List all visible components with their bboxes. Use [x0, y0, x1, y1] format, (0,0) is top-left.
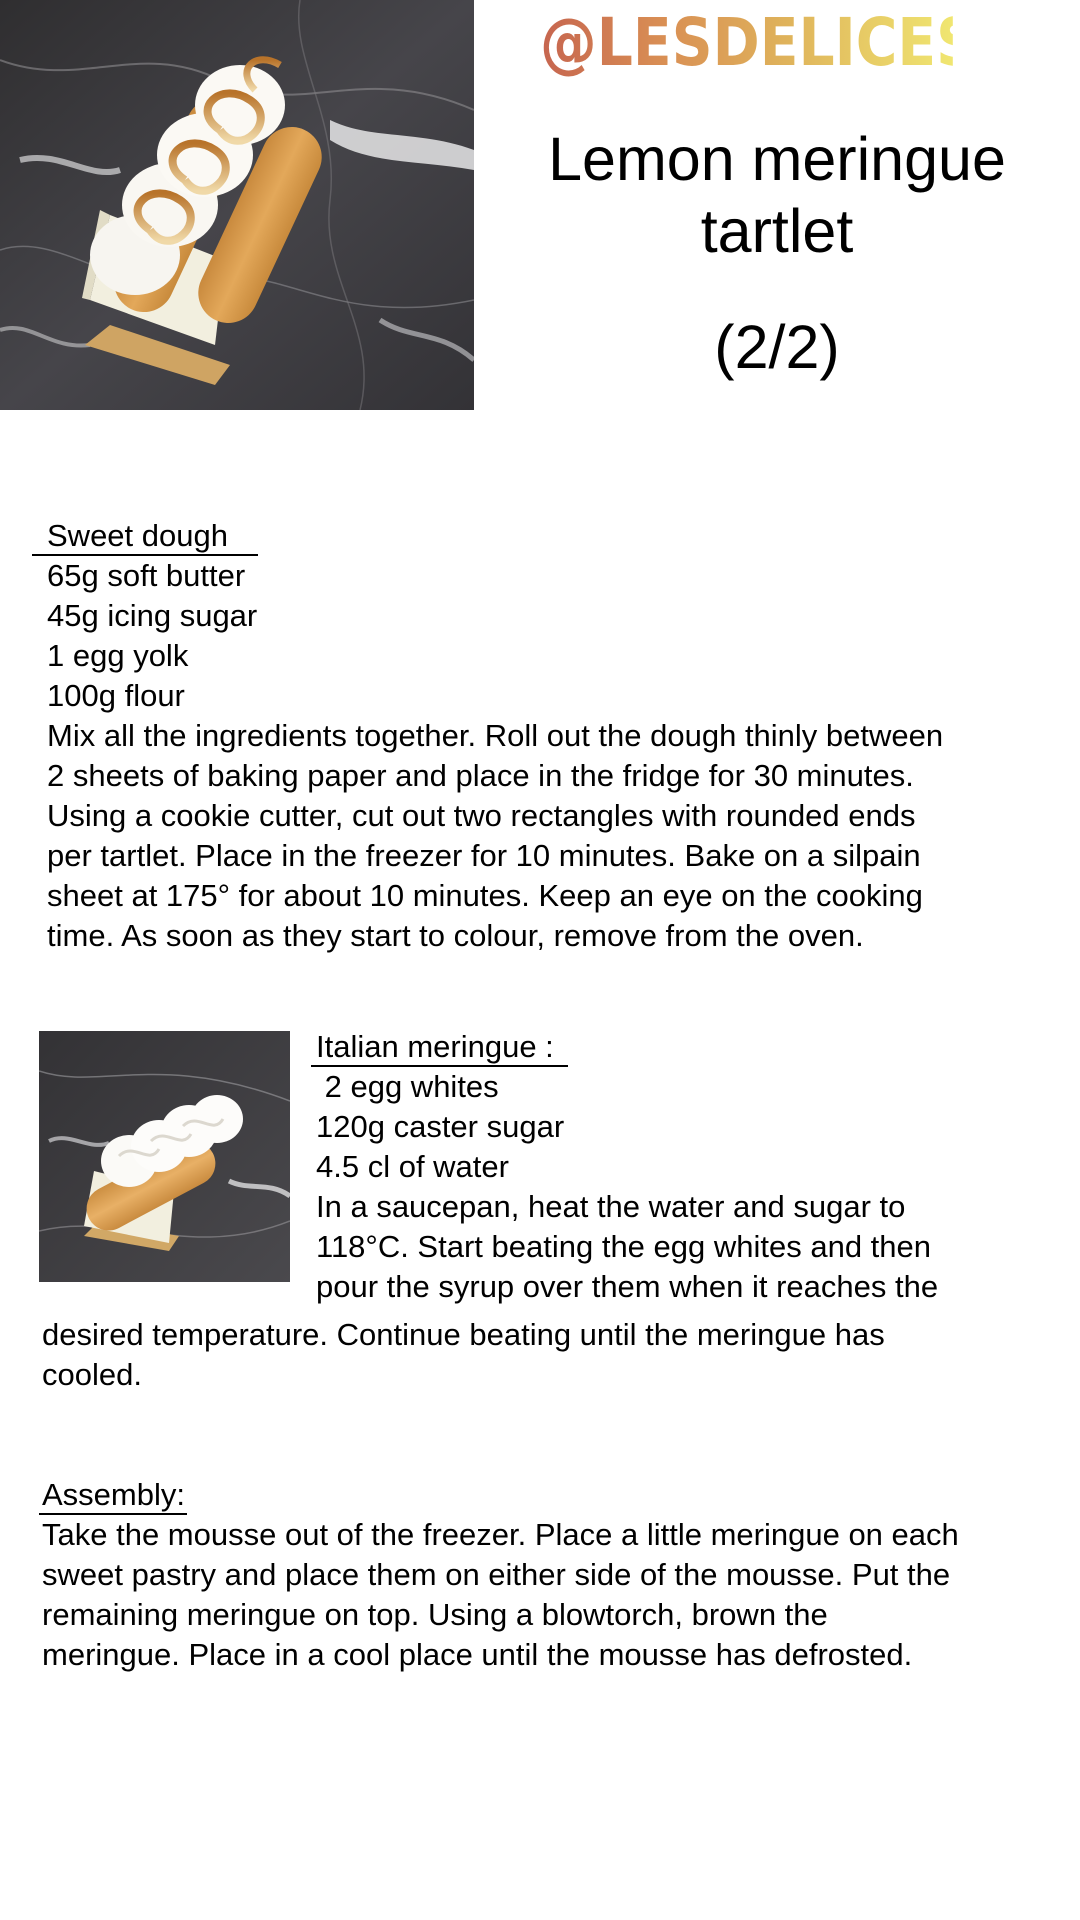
method-line: sweet pastry and place them on either side of the mousse. Put the [42, 1557, 951, 1592]
ingredient-item: 4.5 cl of water [316, 1149, 509, 1184]
section-heading: Sweet dough [32, 518, 258, 556]
method-line: desired temperature. Continue beating until the meringue has [42, 1317, 885, 1352]
recipe-title [474, 123, 1080, 267]
ingredient-item: 45g icing sugar [47, 598, 258, 633]
section-italian-meringue [316, 1027, 938, 1307]
method-line: cooled. [42, 1357, 142, 1392]
ingredient-item: 65g soft butter [47, 558, 246, 593]
title-line-1: Lemon meringue [548, 125, 1006, 193]
instagram-handle: @LESDELICES31 [540, 4, 1057, 81]
method-line: meringue. Place in a cool place until the mousse has defrosted. [42, 1637, 913, 1672]
ingredient-item: 100g flour [47, 678, 185, 713]
meringue-dessert-photo [39, 1031, 290, 1282]
ingredient-item: 2 egg whites [316, 1069, 499, 1104]
method-line: per tartlet. Place in the freezer for 10 minutes. Bake on a silpain [47, 838, 921, 873]
section-assembly [42, 1475, 959, 1675]
method-line: Using a cookie cutter, cut out two rectangles with rounded ends [47, 798, 916, 833]
method-line: In a saucepan, heat the water and sugar to [316, 1189, 906, 1224]
method-line: remaining meringue on top. Using a blowtorch, brown the [42, 1597, 828, 1632]
section-heading: Assembly: [39, 1477, 187, 1515]
method-line: Take the mousse out of the freezer. Place a little meringue on each [42, 1517, 959, 1552]
method-line: 2 sheets of baking paper and place in the fridge for 30 minutes. [47, 758, 914, 793]
tartlet-illustration [0, 0, 474, 410]
method-line: sheet at 175° for about 10 minutes. Keep an eye on the cooking [47, 878, 923, 913]
section-sweet-dough [47, 516, 943, 956]
method-line: 118°C. Start beating the egg whites and then [316, 1229, 932, 1264]
title-line-2: tartlet [700, 197, 854, 265]
tartlet-illustration-small [39, 1031, 290, 1282]
page-indicator: (2/2) [714, 313, 840, 381]
hero-dessert-photo [0, 0, 474, 410]
ingredient-item: 120g caster sugar [316, 1109, 565, 1144]
section-italian-meringue-continued [42, 1315, 885, 1395]
method-line: Mix all the ingredients together. Roll out the dough thinly between [47, 718, 944, 753]
method-line: pour the syrup over them when it reaches the [316, 1269, 939, 1304]
ingredient-item: 1 egg yolk [47, 638, 189, 673]
section-heading: Italian meringue : [311, 1029, 568, 1067]
method-line: time. As soon as they start to colour, remove from the oven. [47, 918, 864, 953]
